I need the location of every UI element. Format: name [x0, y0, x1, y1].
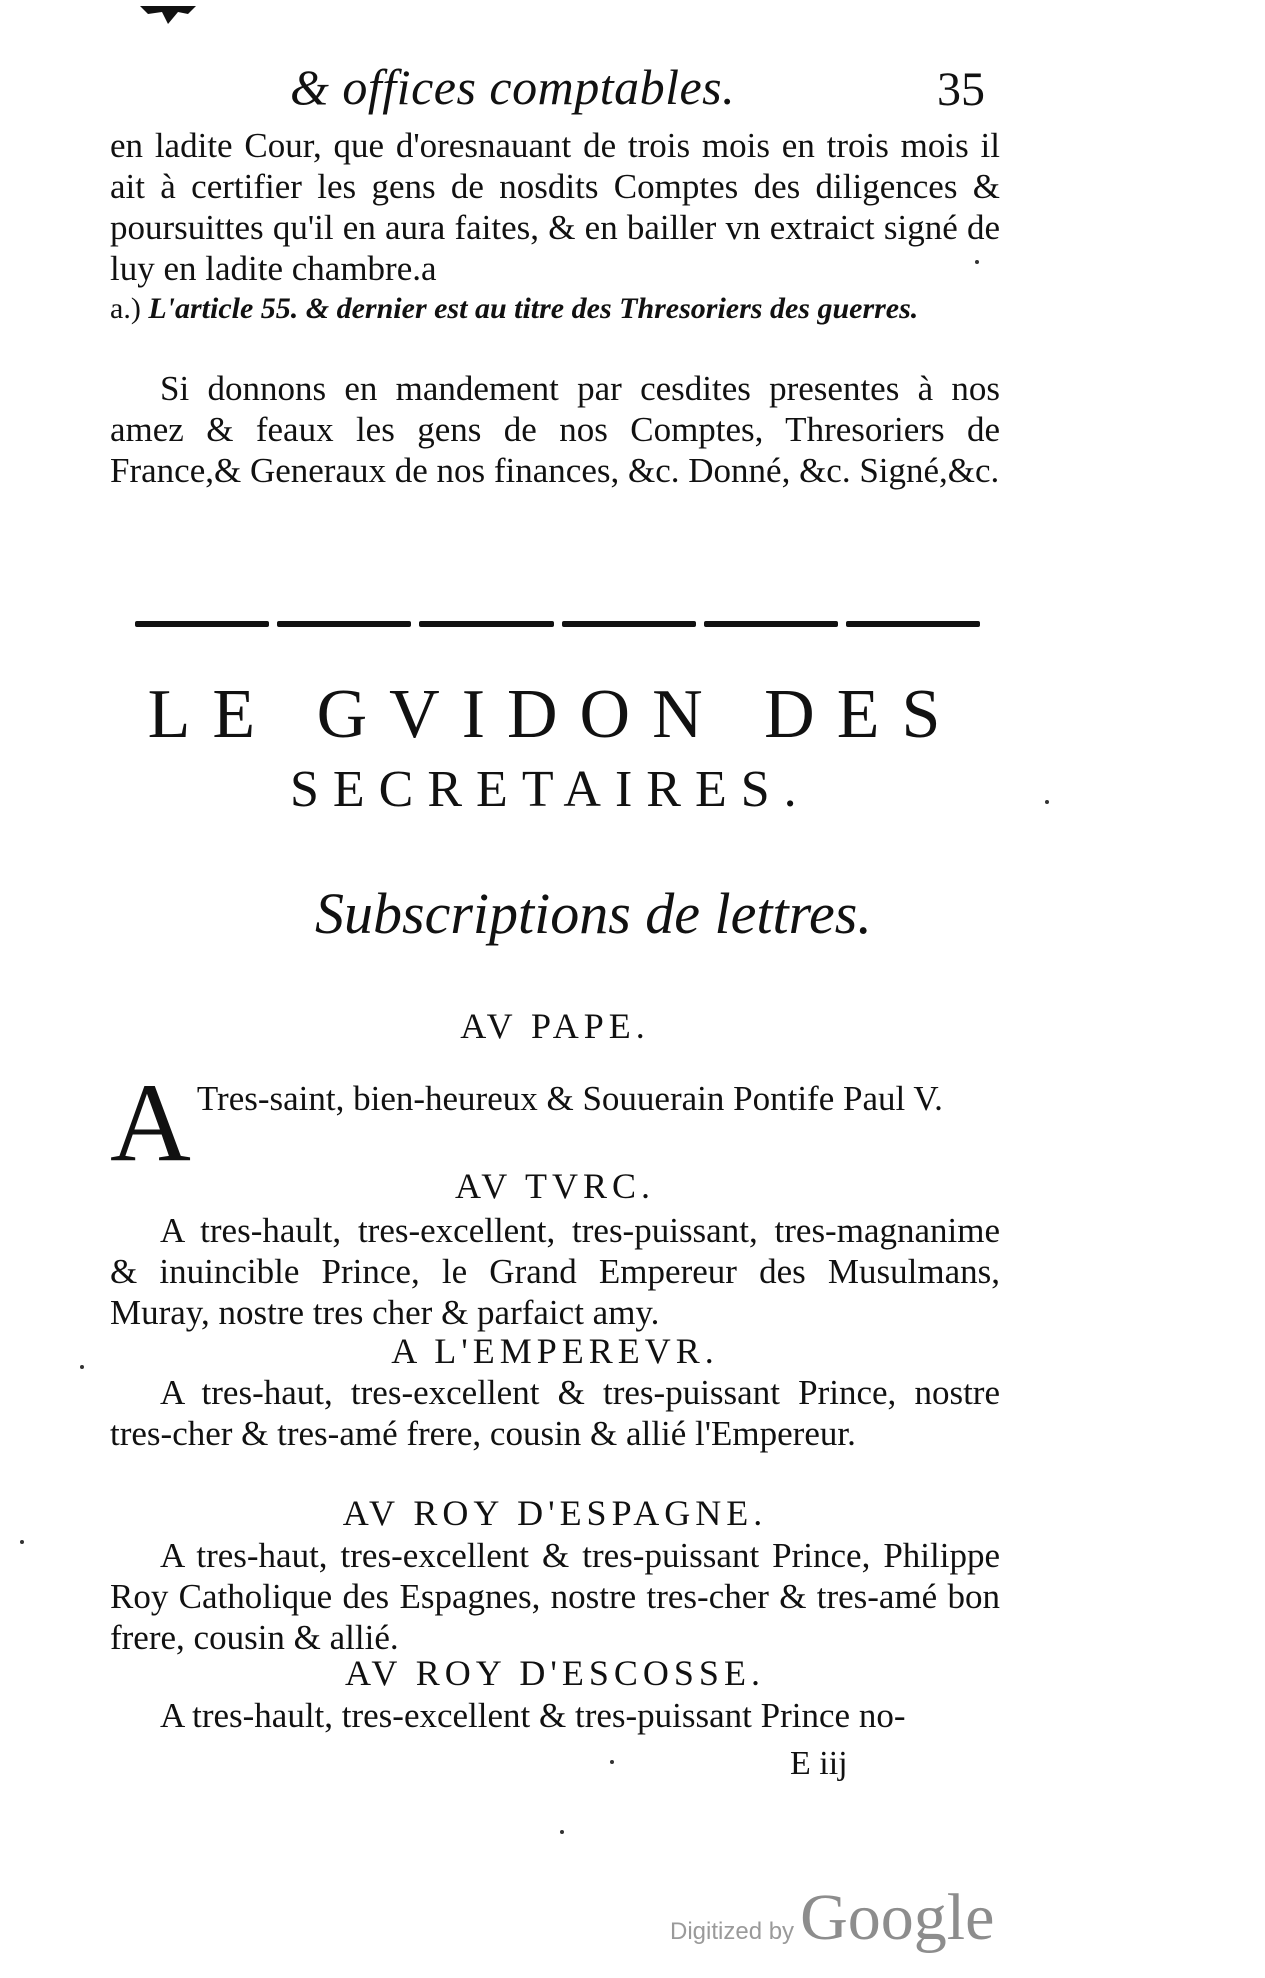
section-subtitle: Subscriptions de lettres.	[315, 881, 872, 946]
ink-speck	[80, 1365, 84, 1369]
entry-heading-escosse: AV ROY D'ESCOSSE.	[345, 1653, 765, 1693]
ornamental-rule	[135, 620, 980, 628]
ink-speck	[975, 260, 979, 264]
section-title-line-2: SECRETAIRES.	[290, 761, 811, 818]
margin-note	[110, 290, 1000, 328]
paragraph-continuation: en ladite Cour, que d'oresnauant de trois mois en trois mois il ait à certifier les gens de nosdits Comptes des diligences & poursuittes qu'il en aura faites, & en bailler vn extraict signé de luy en ladite chambre.a	[110, 126, 1000, 288]
entry-pape	[110, 1061, 1000, 1185]
corner-ink-mark	[138, 4, 198, 26]
entry-heading-espagne: AV ROY D'ESPAGNE.	[342, 1493, 768, 1533]
entry-heading-turc: AV TVRC.	[454, 1166, 656, 1206]
digitized-watermark	[670, 1880, 994, 1956]
section-title-line-1: LE GVIDON DES	[147, 676, 963, 753]
note-marker: a.)	[110, 292, 141, 325]
ink-speck	[20, 1540, 24, 1544]
note-text: L'article 55. & dernier est au titre des Thresoriers des guerres.	[148, 292, 919, 325]
entry-text-turc: A tres-hault, tres-excellent, tres-puissant, tres-magnanime & inuincible Prince, le Grand Empereur des Musulmans, Muray, nostre tres cher & parfaict amy.	[110, 1211, 1000, 1332]
watermark-logo-text: Google	[800, 1881, 995, 1954]
ink-speck	[610, 1760, 614, 1764]
watermark-small-text: Digitized by	[670, 1918, 795, 1945]
entry-text-pape: Tres-saint, bien-heureux & Souuerain Pontife Paul V.	[196, 1079, 943, 1118]
page-number: 35	[937, 63, 985, 116]
entry-text-empereur: A tres-haut, tres-excellent & tres-puissant Prince, nostre tres-cher & tres-amé frere, cousin & allié l'Empereur.	[110, 1373, 1000, 1453]
entry-text-espagne: A tres-haut, tres-excellent & tres-puissant Prince, Philippe Roy Catholique des Espagnes, nostre tres-cher & tres-amé bon frere, cousin & allié.	[110, 1536, 1000, 1657]
drop-cap: A	[110, 1061, 191, 1185]
entry-text-escosse: A tres-hault, tres-excellent & tres-puissant Prince no-	[160, 1696, 906, 1735]
ink-speck	[560, 1830, 564, 1834]
signature-mark: E iij	[790, 1745, 848, 1782]
paragraph-mandate: Si donnons en mandement par cesdites presentes à nos amez & feaux les gens de nos Comptes, Thresoriers de France,& Generaux de nos finances, &c. Donné, &c. Signé,&c.	[110, 369, 1000, 490]
ink-speck	[1045, 800, 1049, 804]
running-title: & offices comptables.	[290, 59, 736, 115]
entry-heading-pape: AV PAPE.	[460, 1006, 650, 1046]
entry-heading-empereur: A L'EMPEREVR.	[391, 1331, 719, 1371]
